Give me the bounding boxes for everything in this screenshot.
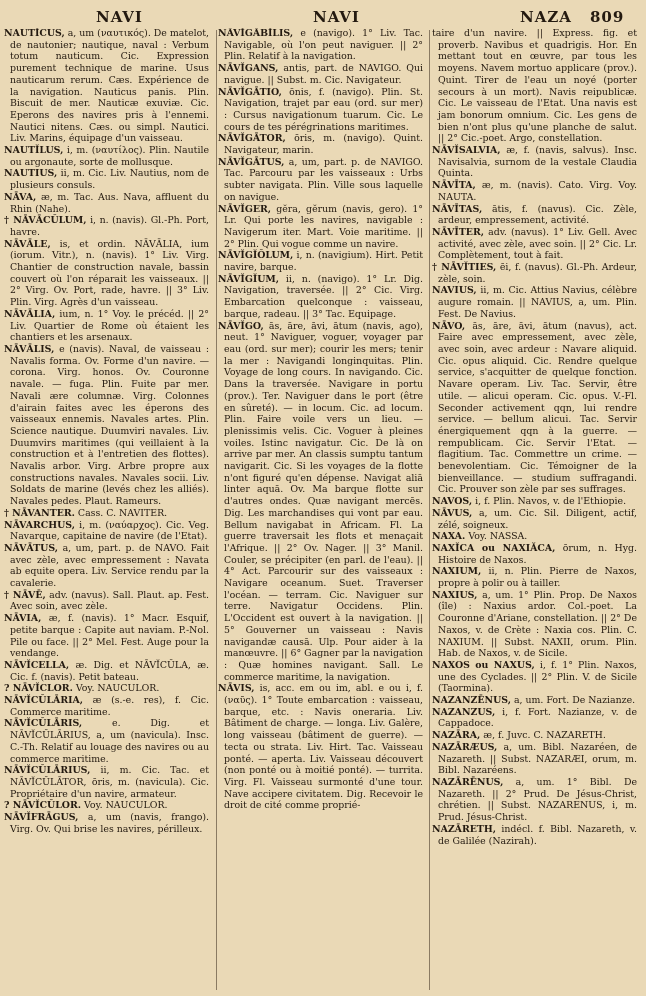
entry-headword: † NĀVĒ, [4,589,46,601]
entry-definition: æ, m. Tac. Aus. Nava, affluent du Rhin (Nahe). [10,191,209,215]
dictionary-entry [432,227,637,262]
entry-definition: i, m. (ναύαρχος). Cic. Veg. Navarque, capitaine de navire (de l'Etat). [10,519,209,543]
dictionary-entry [4,344,209,508]
entry-definition: adv. (navus). 1° Liv. Gell. Avec activité, avec zèle, avec soin. || 2° Cic. Lr. Complètement, tout à fait. [438,226,637,262]
dictionary-entry [218,321,423,684]
dictionary-entry [432,590,637,660]
entry-definition: ii, m. Cic. Tac. et NĀVĬCŬLĀTOR, ōris, m. (navicula). Cic. Propriétaire d'un navire, armateur. [10,765,209,800]
entry-definition: adv. (navus). Sall. Plaut. ap. Fest. Avec soin, avec zèle. [10,589,209,613]
dictionary-entry [218,63,423,86]
dictionary-entry [4,145,209,168]
dictionary-entry [432,321,637,497]
dictionary-entry [4,508,209,520]
column-3 [432,28,637,992]
dictionary-entry [4,520,209,543]
entry-definition: gĕra, gĕrum (navis, gero). 1° Lr. Qui porte les navires, navigable : Navigerum iter. Mart. Voie maritime. || 2° Plin. Qui vogue comme un navire. [224,203,423,250]
entry-headword: NĀVĀLIS, [4,343,55,355]
page-number: 809 [590,8,625,26]
entry-headword: NĀVĬCŬLĀRIUS, [4,765,91,777]
dictionary-entry [4,543,209,590]
dictionary-entry [218,87,423,134]
entry-headword: NĀVĬGĀTUS, [218,156,285,168]
dictionary-entry [432,28,637,145]
entry-definition: ēi, f. (navus). Gl.-Ph. Ardeur, zèle, soin. [438,262,637,285]
column-1 [4,28,209,992]
entry-definition: æ, f. (navis, salvus). Insc. Navisalvia, surnom de la vestale Claudia Quinta. [438,145,637,180]
entry-headword: NAUTĬLUS, [4,145,64,157]
entry-definition: i, f. Fort. Nazianze, v. de Cappadoce. [438,706,637,730]
dictionary-entry [218,274,423,321]
entry-headword: NĀVĬCŬLĀRIS, [4,718,83,730]
entry-headword: NĀVĬGER, [218,203,272,215]
columns-container [4,28,642,992]
entry-definition: e (navigo). 1° Liv. Tac. Navigable, où l'on peut naviguer. || 2° Plin. Relatif à la navigation. [224,28,423,63]
entry-definition: is, et ordin. NĀVĀLIA, ium (iorum. Vitr.), n. (navis). 1° Liv. Virg. Chantier de construction navale, bassin couvert où l'on réparait les vaisseaux. || 2° Virg. Ov. Port, rade, havre. || 3° Liv. Plin. Virg. Agrès d'un vaisseau. [10,238,209,309]
dictionary-entry [218,133,423,156]
dictionary-entry [432,566,637,589]
entry-headword: NĀVĬGĀTIO, [218,86,282,98]
entry-headword: NAXĬCA ou NAXIĂCA, [432,542,556,554]
entry-headword: NAVIUS, [432,285,477,297]
entry-headword: NAXOS ou NAXUS, [432,659,535,671]
entry-definition: a, um. 1° Bibl. De Nazareth. || 2° Prud. De Jésus-Christ, chrétien. || Subst. NAZARENUS, i, m. Prud. Jésus-Christ. [438,777,637,824]
entry-headword: NĀVĬGĬUM, [218,273,280,285]
dictionary-entry [4,683,209,695]
dictionary-entry [4,695,209,718]
entry-headword: NĀVĬFRĀGUS, [4,812,79,824]
header-middle-guide-word: NAVI [313,8,360,26]
dictionary-entry [4,660,209,683]
entry-definition: ās, āre, āvi, ātum (navis, ago), neut. 1° Naviguer, voguer, voyager par eau (ord. sur mer); courir les mers; tenir la mer : Navigandi longinquitas. Plin. Voyage de long cours. In navigando. Cic. Dans la traversée. Navigare in portu (prov.). Ter. Naviguer dans le port (être en sûreté). — in locum. Cic. ad locum. Plin. Faire voile vers un lieu. — plenissimis velis. Cic. Voguer à pleines voiles. Istinc navigatur. Cic. De là on arrive par mer. An classis sumptu tantum navigarit. Cic. Si les voyages de la flotte n'ont figuré qu'en dépense. Navigat aliā linter aquā. Ov. Ma barque flotte sur d'autres ondes. Quæ navigant mercēs. Dig. Les marchandises qui vont par eau. Bellum navigabat in Africam. Fl. La guerre traversait les flots et menaçait l'Afrique. || 2° Ov. Nager. || 3° Manil. Couler, se précipiter (en parl. de l'eau). || 4° Act. Parcourir sur des vaisseaux : Navigare oceanum. Suet. Traverser l'océan. — terram. Cic. Naviguer sur terre. Navigatur Occidens. Plin. L'Occident est ouvert à la navigation. || 5° Gouverner un vaisseau : Navis navigandæ causā. Ulp. Pour aider à la manœuvre. || 6° Gagner par la navigation : Quæ homines navigant. Sall. Le commerce maritime, la navigation. [224,320,423,683]
entry-headword: NAZĀRĒNUS, [432,777,504,788]
entry-definition: ātis, f. (navus). Cic. Zèle, ardeur, empressement, activité. [438,203,637,227]
entry-definition: æ (s.-e. res), f. Cic. Commerce maritime. [10,695,209,718]
entry-definition: e. Dig. et NĀVĬCŬLĀRIUS, a, um (navicula). Insc. C.-Th. Relatif au louage des navires ou au commerce maritime. [10,718,209,765]
dictionary-entry [4,718,209,765]
entry-definition: ii, n. Plin. Pierre de Naxos, propre à polir ou à tailler. [438,566,637,590]
entry-headword: NAZANZĒNUS, [432,695,511,707]
entry-definition: taire d'un navire. || Express. fig. et proverb. Navibus et quadrigis. Hor. En mettant tout en œuvre, par tous les moyens. Navem mortuo applicare (prov.). Quint. Tirer de l'eau un noyé (porter secours à un mort). Navis reipublicæ. Cic. Le vaisseau de l'Etat. Una navis est jam bonorum omnium. Cic. Les gens de bien n'ont plus qu'une planche de salut. || 2° Cic.-poet. Argo, constellation. [432,28,637,145]
entry-definition: i, f. 1° Plin. Naxos, une des Cyclades. || 2° Plin. V. de Sicile (Taormina). [438,659,637,695]
dictionary-entry [432,695,637,707]
dictionary-entry [432,145,637,180]
entry-definition: ōnis, f. (navigo). Plin. St. Navigation, trajet par eau (ord. sur mer) : Cursus navigationum tuarum. Cic. Le cours de tes pérégrinations maritimes. [224,86,423,133]
dictionary-entry [4,215,209,238]
dictionary-entry [4,800,209,812]
entry-headword: NĀVUS, [432,507,473,519]
dictionary-entry [432,508,637,531]
entry-definition: a, um. Fort. De Nazianze. [513,695,636,707]
column-2 [218,28,423,992]
entry-definition: a, um. 1° Plin. Prop. De Naxos (île) : Naxius ardor. Col.-poet. La Couronne d'Ariane, constellation. || 2° De Naxos, v. de Crète : Naxia cos. Plin. C. NAXIUM. || Subst. NAXII, orum. Plin. Hab. de Naxos, v. de Sicile. [438,589,637,660]
header-right-guide-word: NAZA [520,8,572,26]
entry-headword: † NĀVANTER. [4,507,75,519]
entry-headword: NĀVĀTUS, [4,542,59,554]
entry-headword: NAXA. [432,531,466,543]
dictionary-entry [432,707,637,730]
entry-definition: æ, f. (navis). 1° Macr. Esquif, petite barque : Capite aut naviam. P.-Nol. Pile ou face. || 2° Mel. Fest. Auge pour la vendange. [10,613,209,660]
dictionary-entry [432,531,637,543]
entry-definition: antis, part. de NAVIGO. Qui navigue. || Subst. m. Cic. Navigateur. [224,63,423,86]
running-header [0,8,646,30]
entry-headword: NAVOS, [432,496,473,508]
entry-definition: a, um (ναυτικός). De matelot, de nautonier; nautique, naval : Verbum totum nauticum. Cic. Expression purement technique de marine. Usus nauticarum rerum. Cæs. Expérience de la navigation. Nauticus panis. Plin. Biscuit de mer. Nauticæ exuviæ. Cic. Eperons des navires pris à l'ennemi. Nautici nitens. Cæs. ou simpl. Nautici. Liv. Marins, équipage d'un vaisseau. [10,28,209,145]
dictionary-entry [4,309,209,344]
entry-headword: NAZĀRETH, [432,823,496,835]
dictionary-entry [432,730,637,742]
entry-definition: i, n. (navigium). Hirt. Petit navire, barque. [224,250,423,274]
entry-headword: ? NĀVĬCLOR. [4,683,73,695]
entry-definition: is, acc. em ou im, abl. e ou i, f. (ναῦς). 1° Toute embarcation : vaisseau, barque, etc. : Navis oneraria. Liv. Bâtiment de charge. — longa. Liv. Galère, long vaisseau (bâtiment de guerre). — tecta ou strata. Liv. Hirt. Tac. Vaisseau ponté. — aperta. Liv. Vaisseau découvert (non ponté ou à moitié ponté). — turrita. Virg. Fl. Vaisseau surmonté d'une tour. Nave accipere civitatem. Dig. Recevoir le droit de cité comme proprié- [224,683,423,812]
entry-definition: Voy. NASSA. [468,531,528,543]
dictionary-entry [432,777,637,824]
entry-headword: NAUTĬCUS, [4,28,65,39]
entry-headword: NAXIUS, [432,589,478,601]
entry-headword: NAZANZUS, [432,706,496,718]
entry-definition: a, um. Cic. Sil. Diligent, actif, zélé, soigneux. [438,507,637,531]
dictionary-entry [218,683,423,812]
entry-definition: Cass. C. NAVITER. [77,507,168,519]
entry-headword: NAUTIUS, [4,168,58,180]
entry-headword: NĀVĬGĀTOR, [218,133,286,145]
entry-definition: æ, m. (navis). Cato. Virg. Voy. NAUTA. [438,180,637,203]
entry-definition: a, um. Bibl. Nazaréen, de Nazareth. || Subst. NAZARÆI, orum, m. Bibl. Nazaréens. [438,741,637,777]
entry-headword: NĀVĬCŬLĀRIA, [4,695,84,707]
entry-headword: NĀVO, [432,320,466,332]
dictionary-entry [432,824,637,847]
entry-definition: æ, f. Juvc. C. NAZARETH. [483,730,606,742]
entry-headword: NĀVĬGANS, [218,63,279,75]
dictionary-entry [218,204,423,251]
dictionary-entry [432,496,637,508]
entry-definition: ōrum, n. Hyg. Histoire de Naxos. [438,542,637,566]
entry-definition: ii, m. Cic. Liv. Nautius, nom de plusieurs consuls. [10,168,209,192]
dictionary-entry [4,590,209,613]
entry-definition: a, um, part. p. de NAVO. Fait avec zèle, avec empressement : Navata ab equite opera. Liv. Service rendu par la cavalerie. [10,542,209,590]
dictionary-entry [432,543,637,566]
dictionary-entry [218,28,423,63]
entry-headword: NAZĀRÆUS, [432,741,498,753]
dictionary-entry [432,285,637,320]
entry-headword: NĀVĪTA, [432,180,476,192]
entry-headword: NĀVĬGĬŎLUM, [218,250,294,262]
dictionary-entry [432,742,637,777]
dictionary-entry [432,262,637,285]
header-left-guide-word: NAVI [96,8,143,26]
entry-definition: ās, āre, āvi, ātum (navus), act. Faire avec empressement, avec zèle, avec soin, avec ardeur : Navare aliquid. Cic. opus aliquid. Cic. Rendre quelque service, s'acquitter de quelque fonction. Navare operam. Liv. Tac. Servir, être utile. — alicui operam. Cic. opus. V.-Fl. Seconder activement qqn, lui rendre service. — bellum alicui. Tac. Servir énergiquement qqn à la guerre. — rempublicam. Cic. Servir l'Etat. — flagitium. Tac. Commettre un crime. — benevolentiam. Cic. Témoigner de la bienveillance. — studium suffragandi. Cic. Prouver son zèle par ses suffrages. [438,320,637,496]
dictionary-entry [4,168,209,191]
entry-definition: Voy. NAUCULOR. [75,683,160,695]
entry-headword: NĀVIS, [218,683,255,695]
entry-definition: Voy. NAUCULOR. [84,800,168,812]
entry-definition: a, um (navis, frango). Virg. Ov. Qui brise les navires, périlleux. [10,812,209,835]
entry-definition: ōris, m. (navigo). Quint. Navigateur, marin. [224,133,423,157]
dictionary-entry [4,765,209,800]
entry-definition: a, um, part. p. de NAVIGO. Tac. Parcouru par les vaisseaux : Urbs subter navigata. Plin. Ville sous laquelle on navigue. [224,156,423,203]
entry-headword: NĀVĪTER, [432,226,484,238]
dictionary-entry [4,239,209,309]
entry-headword: NĀVĬGĀBĬLIS, [218,28,294,39]
entry-definition: i, f. Plin. Navos, v. de l'Ethiopie. [475,496,627,508]
entry-definition: ii, n. (navigo). 1° Lr. Dig. Navigation, traversée. || 2° Cic. Virg. Embarcation quelconque : vaisseau, barque, radeau. || 3° Tac. Equipage. [224,273,423,320]
entry-headword: NĀVARCHUS, [4,519,75,531]
dictionary-entry [4,28,209,145]
entry-headword: NĀVA, [4,191,37,203]
entry-headword: NĀVĬGO, [218,320,264,332]
dictionary-entry [4,192,209,215]
dictionary-entry [218,250,423,273]
dictionary-entry [4,812,209,835]
entry-headword: NĀVIA, [4,613,42,625]
entry-headword: ? NĀVĬCŬLOR. [4,800,82,812]
entry-headword: NĀVĬSALVIA, [432,145,501,157]
entry-headword: NĀVĬCELLA, [4,659,70,671]
entry-definition: i, m. (ναυτίλος). Plin. Nautile ou argonaute, sorte de mollusque. [10,145,209,168]
entry-headword: NAZĀRA, [432,730,481,742]
entry-definition: indécl. f. Bibl. Nazareth, v. de Galilée (Nazirah). [438,823,637,847]
entry-headword: † NĀVĀCŬLUM, [4,215,87,227]
entry-headword: NĀVĀLE, [4,238,51,250]
dictionary-entry [432,204,637,227]
entry-definition: ii, m. Cic. Attius Navius, célèbre augure romain. || NAVIUS, a, um. Plin. Fest. De Navius. [438,285,637,320]
dictionary-entry [4,613,209,660]
entry-headword: NĀVĀLIA, [4,308,56,320]
entry-headword: NĀVĪTAS, [432,203,483,215]
dictionary-entry [218,157,423,204]
dictionary-entry [432,180,637,203]
entry-headword: † NĀVĬTIES, [432,262,497,274]
entry-definition: i, n. (navis). Gl.-Ph. Port, havre. [10,215,209,238]
dictionary-entry [432,660,637,695]
entry-headword: NAXIUM, [432,566,482,578]
entry-definition: e (navis). Naval, de vaisseau : Navalis forma. Ov. Forme d'un navire. — corona. Virg. honos. Ov. Couronne navale. — fuga. Plin. Fuite par mer. Navali ære columnæ. Virg. Colonnes d'airain faites avec les éperons des vaisseaux ennemis. Navales artes. Plin. Science nautique. Duumviri navales. Liv. Duumvirs maritimes (qui veillaient à la construction et à l'entretien des flottes). Navalis arbor. Virg. Arbre propre aux constructions navales. Navales socii. Liv. Soldats de marine (levés chez les alliés). Navales pedes. Plaut. Rameurs. [10,343,209,508]
entry-definition: æ. Dig. et NĀVĬCŬLA, æ. Cic. f. (navis). Petit bateau. [10,659,209,683]
entry-definition: ium, n. 1° Voy. le précéd. || 2° Liv. Quartier de Rome où étaient les chantiers et les arsenaux. [10,308,209,344]
